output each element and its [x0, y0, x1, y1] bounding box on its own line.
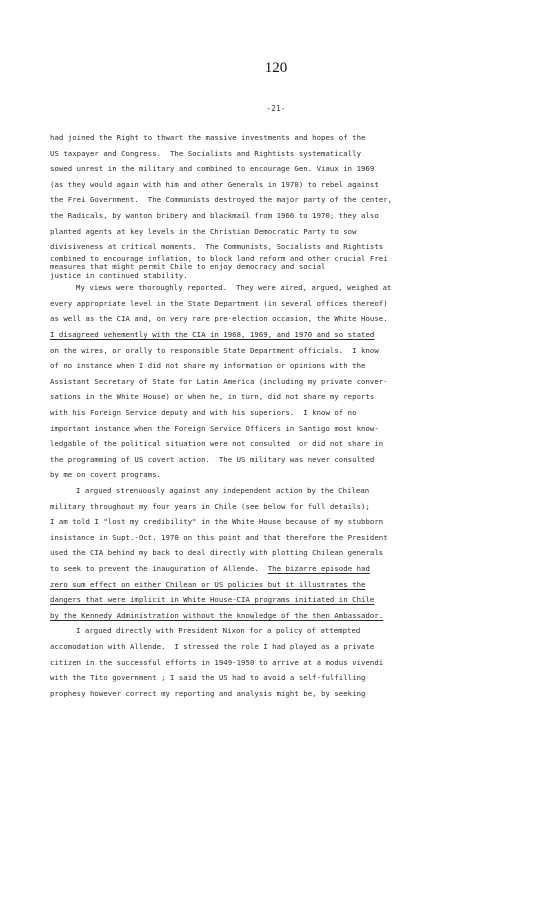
- text-line: military throughout my four years in Chile (see below for full details);: [50, 501, 370, 511]
- text-line: insistance in Supt.-Oct. 1970 on this point and that therefore the President: [50, 532, 388, 542]
- text-line-underlined: dangers that were implicit in White House-CIA programs initiated in Chile: [50, 595, 375, 605]
- text-line: on the wires, or orally to responsible State Department officials. I know: [50, 345, 379, 355]
- text-line-underlined: I disagreed vehemently with the CIA in 1968, 1969, and 1970 and so stated: [50, 330, 375, 340]
- text-line: sations in the White House) or when he, in turn, did not share my reports: [50, 392, 375, 402]
- text-line: sowed unrest in the military and combined to encourage Gen. Viaux in 1969: [50, 164, 375, 174]
- text-line: accomodation with Allende. I stressed the role I had played as a private: [50, 641, 375, 651]
- text-line: planted agents at key levels in the Christian Democratic Party to sow: [50, 226, 357, 236]
- text-line-underlined-part: The bizarre episode had: [267, 563, 370, 573]
- text-line-underlined: by the Kennedy Administration without the knowledge of the then Ambassador.: [50, 610, 384, 620]
- document-body: [50, 130, 500, 701]
- text-line: by me on covert programs.: [50, 470, 162, 480]
- text-line: Assistant Secretary of State for Latin America (including my private conver-: [50, 376, 388, 386]
- text-line: combined to encourage inflation, to block land reform and other crucial Frei: [50, 253, 388, 263]
- text-line: every appropriate level in the State Department (in several offices thereof): [50, 298, 388, 308]
- text-line: I am told I "lost my credibility" in the White House because of my stubborn: [50, 517, 384, 527]
- text-line: with his Foreign Service deputy and with his superiors. I know of no: [50, 408, 357, 417]
- text-line: prophesy however correct my reporting and analysis might be, by seeking: [50, 688, 366, 698]
- text-line: divisiveness at critical moments. The Communists, Socialists and Rightists: [50, 242, 384, 252]
- text-line: ledgable of the political situation were not consulted or did not share in: [50, 439, 384, 449]
- text-line: I argued directly with President Nixon for a policy of attempted: [76, 626, 361, 636]
- text-line: had joined the Right to thwart the massive investments and hopes of the: [50, 133, 366, 142]
- page-number: 120: [264, 60, 288, 76]
- text-line: justice in continued stability.: [50, 270, 188, 280]
- text-line: the programming of US covert action. The US military was never consulted: [50, 454, 375, 464]
- text-line: as well as the CIA and, on very rare pre-election occasion, the White House.: [50, 314, 388, 324]
- text-line: used the CIA behind my back to deal directly with plotting Chilean generals: [50, 548, 384, 558]
- sub-page-number: -21-: [266, 104, 286, 113]
- text-line: citizen in the successful efforts in 1949-1950 to arrive at a modus vivendi: [50, 657, 384, 667]
- text-line: the Frei Government. The Communists destroyed the major party of the center,: [50, 195, 393, 205]
- text-line-plain-part: to seek to prevent the inauguration of Allende.: [50, 563, 268, 573]
- text-line: I argued strenuously against any independent action by the Chilean: [76, 485, 370, 495]
- text-line: of no instance when I did not share my information or opinions with the: [50, 361, 366, 371]
- text-line: with the Tito government ; I said the US had to avoid a self-fulfilling: [50, 673, 366, 683]
- text-line: My views were thoroughly reported. They were aired, argued, weighed at: [76, 283, 392, 293]
- text-line: the Radicals, by wanton bribery and blackmail from 1966 to 1970; they also: [50, 210, 379, 220]
- text-line: measures that might permit Chile to enjoy democracy and social: [50, 262, 326, 272]
- text-line: (as they would again with him and other Generals in 1970) to rebel against: [50, 179, 379, 189]
- text-line: important instance when the Foreign Service Officers in Santigo most know-: [50, 423, 379, 433]
- text-line: US taxpayer and Congress. The Socialists and Rightists systematically: [50, 148, 362, 158]
- text-line-mixed: [50, 561, 500, 577]
- text-line-underlined: zero sum effect on either Chilean or US policies but it illustrates the: [50, 579, 366, 589]
